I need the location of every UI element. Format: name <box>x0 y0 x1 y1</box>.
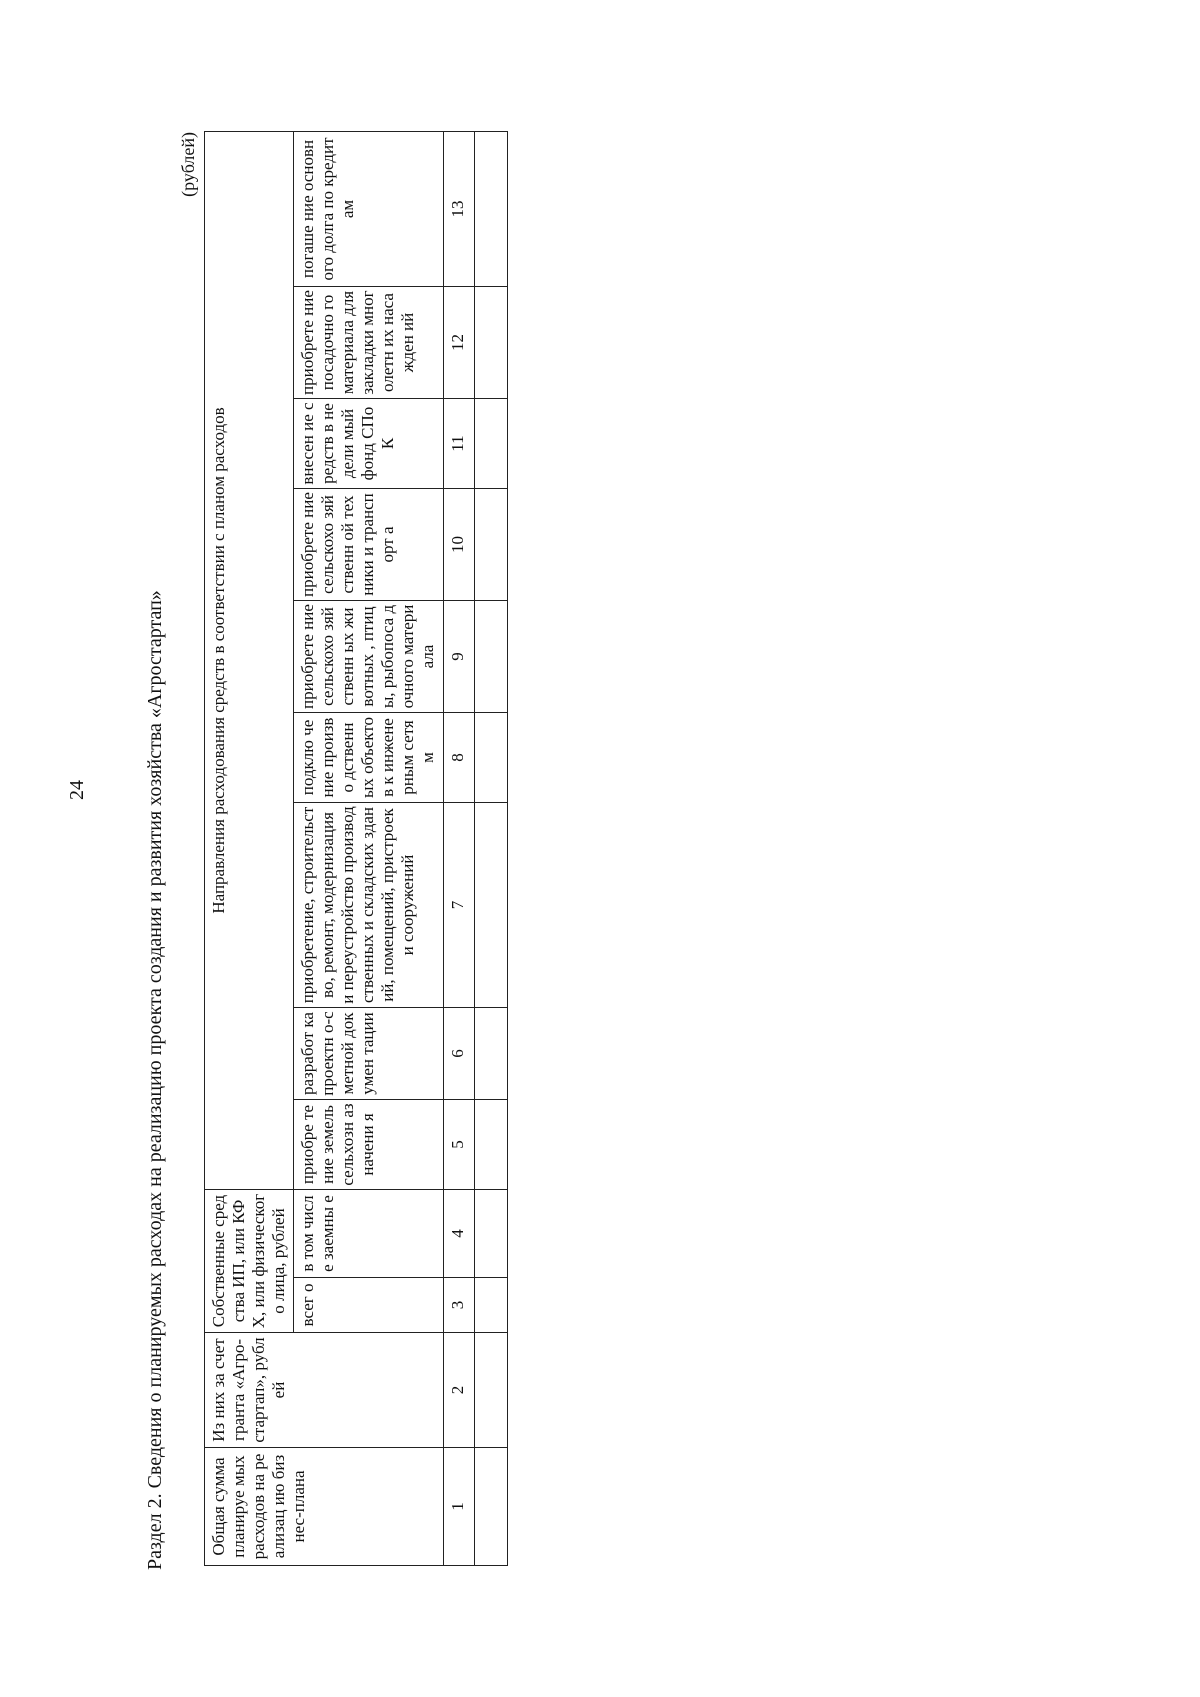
header-own-total: всег о <box>294 1278 443 1333</box>
column-number: 3 <box>443 1278 474 1333</box>
column-number: 5 <box>443 1100 474 1190</box>
empty-cell <box>474 1190 507 1278</box>
empty-cell <box>474 601 507 713</box>
expenses-table <box>204 131 508 1566</box>
column-number: 10 <box>443 489 474 601</box>
unit-note: (рублей) <box>178 132 198 197</box>
header-direction-8: подклю чение произво дственн ых объекто в к инжене рным сетям <box>294 713 443 803</box>
header-own-funds: Собственные средства ИП, или КФХ, или физического лица, рублей <box>205 1190 294 1333</box>
column-number: 9 <box>443 601 474 713</box>
empty-cell <box>474 131 507 286</box>
header-row-1 <box>205 131 294 1565</box>
empty-cell <box>474 399 507 489</box>
header-direction-12: приобрете ние посадочно го материала для закладки многолетн их насажден ий <box>294 287 443 399</box>
column-number: 4 <box>443 1190 474 1278</box>
header-direction-9: приобрете ние сельскохо зяйственн ых животных , птицы, рыбопоса дочного материала <box>294 601 443 713</box>
empty-cell <box>474 489 507 601</box>
header-direction-5: приобре тение земель сельхозн азначени я <box>294 1100 443 1190</box>
column-number: 1 <box>443 1448 474 1566</box>
empty-cell <box>474 1100 507 1190</box>
header-own-borrowed: в том числе заемны е <box>294 1190 443 1278</box>
page-number: 24 <box>66 780 88 800</box>
empty-cell <box>474 1333 507 1448</box>
header-total: Общая сумма планируе мых расходов на реализац ию бизнес-плана <box>205 1448 444 1566</box>
empty-cell <box>474 1008 507 1100</box>
header-direction-7: приобретение, строительство, ремонт, модернизация и переустройство производственных и складских зданий, помещений, пристроек и сооружений <box>294 803 443 1008</box>
rotated-page-content <box>140 120 660 1590</box>
header-grant: Из них за счет гранта «Агро-стартап», рублей <box>205 1333 444 1448</box>
section-title: Раздел 2. Сведения о планируемых расходах на реализацию проекта создания и развития хозяйства «Агростартап» <box>144 590 166 1570</box>
column-number-row <box>443 131 474 1565</box>
header-direction-13: погаше ние основн ого долга по кредит ам <box>294 131 443 286</box>
column-number: 7 <box>443 803 474 1008</box>
column-number: 12 <box>443 287 474 399</box>
empty-cell <box>474 1448 507 1566</box>
column-number: 8 <box>443 713 474 803</box>
column-number: 13 <box>443 131 474 286</box>
header-direction-11: внесен ие средств в недели мый фонд СПоК <box>294 399 443 489</box>
empty-cell <box>474 1278 507 1333</box>
column-number: 11 <box>443 399 474 489</box>
empty-cell <box>474 803 507 1008</box>
header-directions: Направления расходования средств в соответствии с планом расходов <box>205 131 294 1189</box>
empty-cell <box>474 713 507 803</box>
column-number: 6 <box>443 1008 474 1100</box>
empty-data-row <box>474 131 507 1565</box>
column-number: 2 <box>443 1333 474 1448</box>
header-direction-6: разработ ка проектн о-сметной докумен тации <box>294 1008 443 1100</box>
empty-cell <box>474 287 507 399</box>
header-direction-10: приобрете ние сельскохо зяйственн ой техники и транспорт а <box>294 489 443 601</box>
